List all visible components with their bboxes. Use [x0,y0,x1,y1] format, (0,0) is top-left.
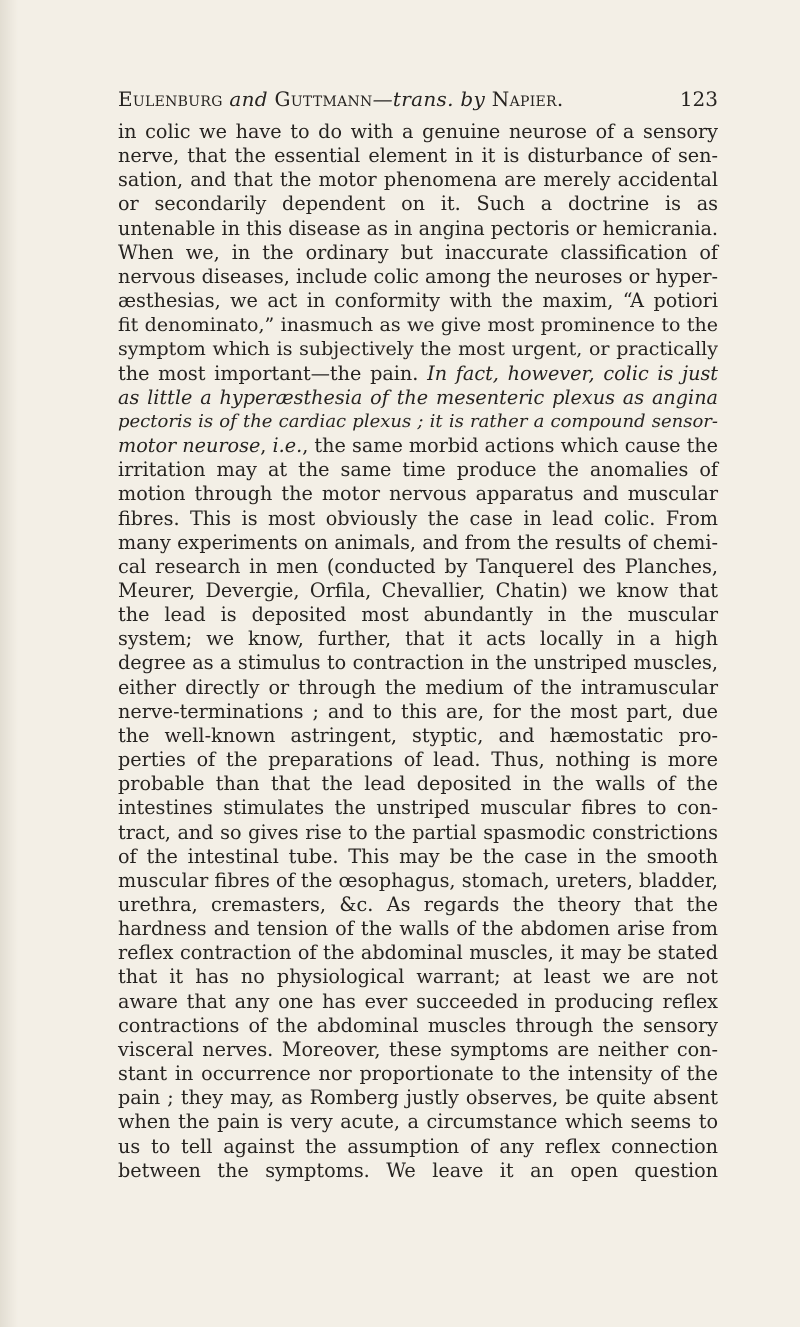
text-line: æsthesias, we act in conformity with the maxim, “A potiori [118,289,718,313]
italic-span: In fact, however, colic is just [427,361,718,385]
conjunction: and [229,87,268,111]
text-line: between the symptoms. We leave it an open question [118,1158,718,1182]
page-number: 123 [679,87,718,111]
text-line: irritation may at the same time produce the anomalies of [118,458,718,482]
text-line: tract, and so gives rise to the partial spasmodic constrictions [118,820,718,844]
text-line: either directly or through the medium of the intramuscular [118,675,718,699]
text-line: muscular fibres of the œsophagus, stomach, ureters, bladder, [118,868,718,892]
text-line: visceral nerves. Moreover, these symptoms are neither con- [118,1037,718,1061]
translator: Napier. [491,87,564,111]
text-line: untenable in this disease as in angina pectoris or hemicrania. [118,216,718,240]
text-line: Meurer, Devergie, Orfila, Chevallier, Chatin) we know that [118,578,718,602]
italic-span: i.e. [272,434,303,458]
text-line: when the pain is very acute, a circumstance which seems to [118,1110,718,1134]
running-head [118,85,718,113]
italic-span: pectoris is of the cardiac plexus ; it is rather a compound sensor- [118,410,718,432]
author-2: Guttmann [274,87,373,111]
text-line: perties of the preparations of lead. Thus, nothing is more [118,748,718,772]
text-line: in colic we have to do with a genuine neurose of a sensory [118,120,718,143]
text-line: fibres. This is most obviously the case in lead colic. From [118,506,718,530]
text-line: us to tell against the assumption of any reflex connection [118,1134,718,1158]
text-line: intestines stimulates the unstriped muscular fibres to con- [118,796,718,820]
text-line: or secondarily dependent on it. Such a doctrine is as [118,192,718,216]
page-gutter-shadow [0,0,18,1327]
text-line: reflex contraction of the abdominal muscles, it may be stated [118,941,718,965]
text-line: hardness and tension of the walls of the abdomen arise from [118,917,718,941]
text-line: nerve, that the essential element in it is disturbance of sen- [118,144,718,168]
text-line: When we, in the ordinary but inaccurate classification of [118,240,718,264]
text-line: probable than that the lead deposited in the walls of the [118,772,718,796]
text-line: contractions of the abdominal muscles through the sensory [118,1013,718,1037]
text-line: motion through the motor nervous apparatus and muscular [118,482,718,506]
text-line [118,410,718,434]
text-line: nerve-terminations ; and to this are, for the most part, due [118,699,718,723]
text-line: the well-known astringent, styptic, and hæmostatic pro- [118,723,718,747]
text-line: urethra, cremasters, &c. As regards the theory that the [118,893,718,916]
text-line: many experiments on animals, and from the results of chemi- [118,530,718,554]
text-line: the lead is deposited most abundantly in the muscular [118,603,718,627]
text-line: symptom which is subjectively the most urgent, or practically [118,338,718,361]
text-line: stant in occurrence nor proportionate to the intensity of the [118,1062,718,1086]
text-line: pain ; they may, as Romberg justly observes, be quite absent [118,1086,718,1110]
italic-span: as little a hyperæsthesia of the mesenteric plexus as angina [118,385,718,409]
text-line: degree as a stimulus to contraction in the unstriped muscles, [118,651,718,675]
text-line: motor neurose, i.e., the same morbid actions which cause the [118,434,718,458]
running-head-title [118,85,564,113]
text-line: system; we know, further, that it acts locally in a high [118,627,718,651]
text-line: fit denominato,” inasmuch as we give most prominence to the [118,314,718,337]
text-line: the most important—the pain. In fact, however, colic is just [118,361,718,385]
body-text [118,120,718,1183]
text-line: sation, and that the motor phenomena are merely accidental [118,168,718,192]
text-line: that it has no physiological warrant; at least we are not [118,965,718,989]
italic-span: motor neurose [118,434,261,458]
text-line: cal research in men (conducted by Tanquerel des Planches, [118,554,718,578]
text-line: nervous diseases, include colic among the neuroses or hyper- [118,264,718,288]
text-line [118,386,718,410]
text-line: aware that any one has ever succeeded in producing reflex [118,989,718,1013]
text-line: of the intestinal tube. This may be the case in the smooth [118,844,718,868]
translation-note: —trans. by [372,87,486,111]
author-1: Eulenburg [118,87,223,111]
